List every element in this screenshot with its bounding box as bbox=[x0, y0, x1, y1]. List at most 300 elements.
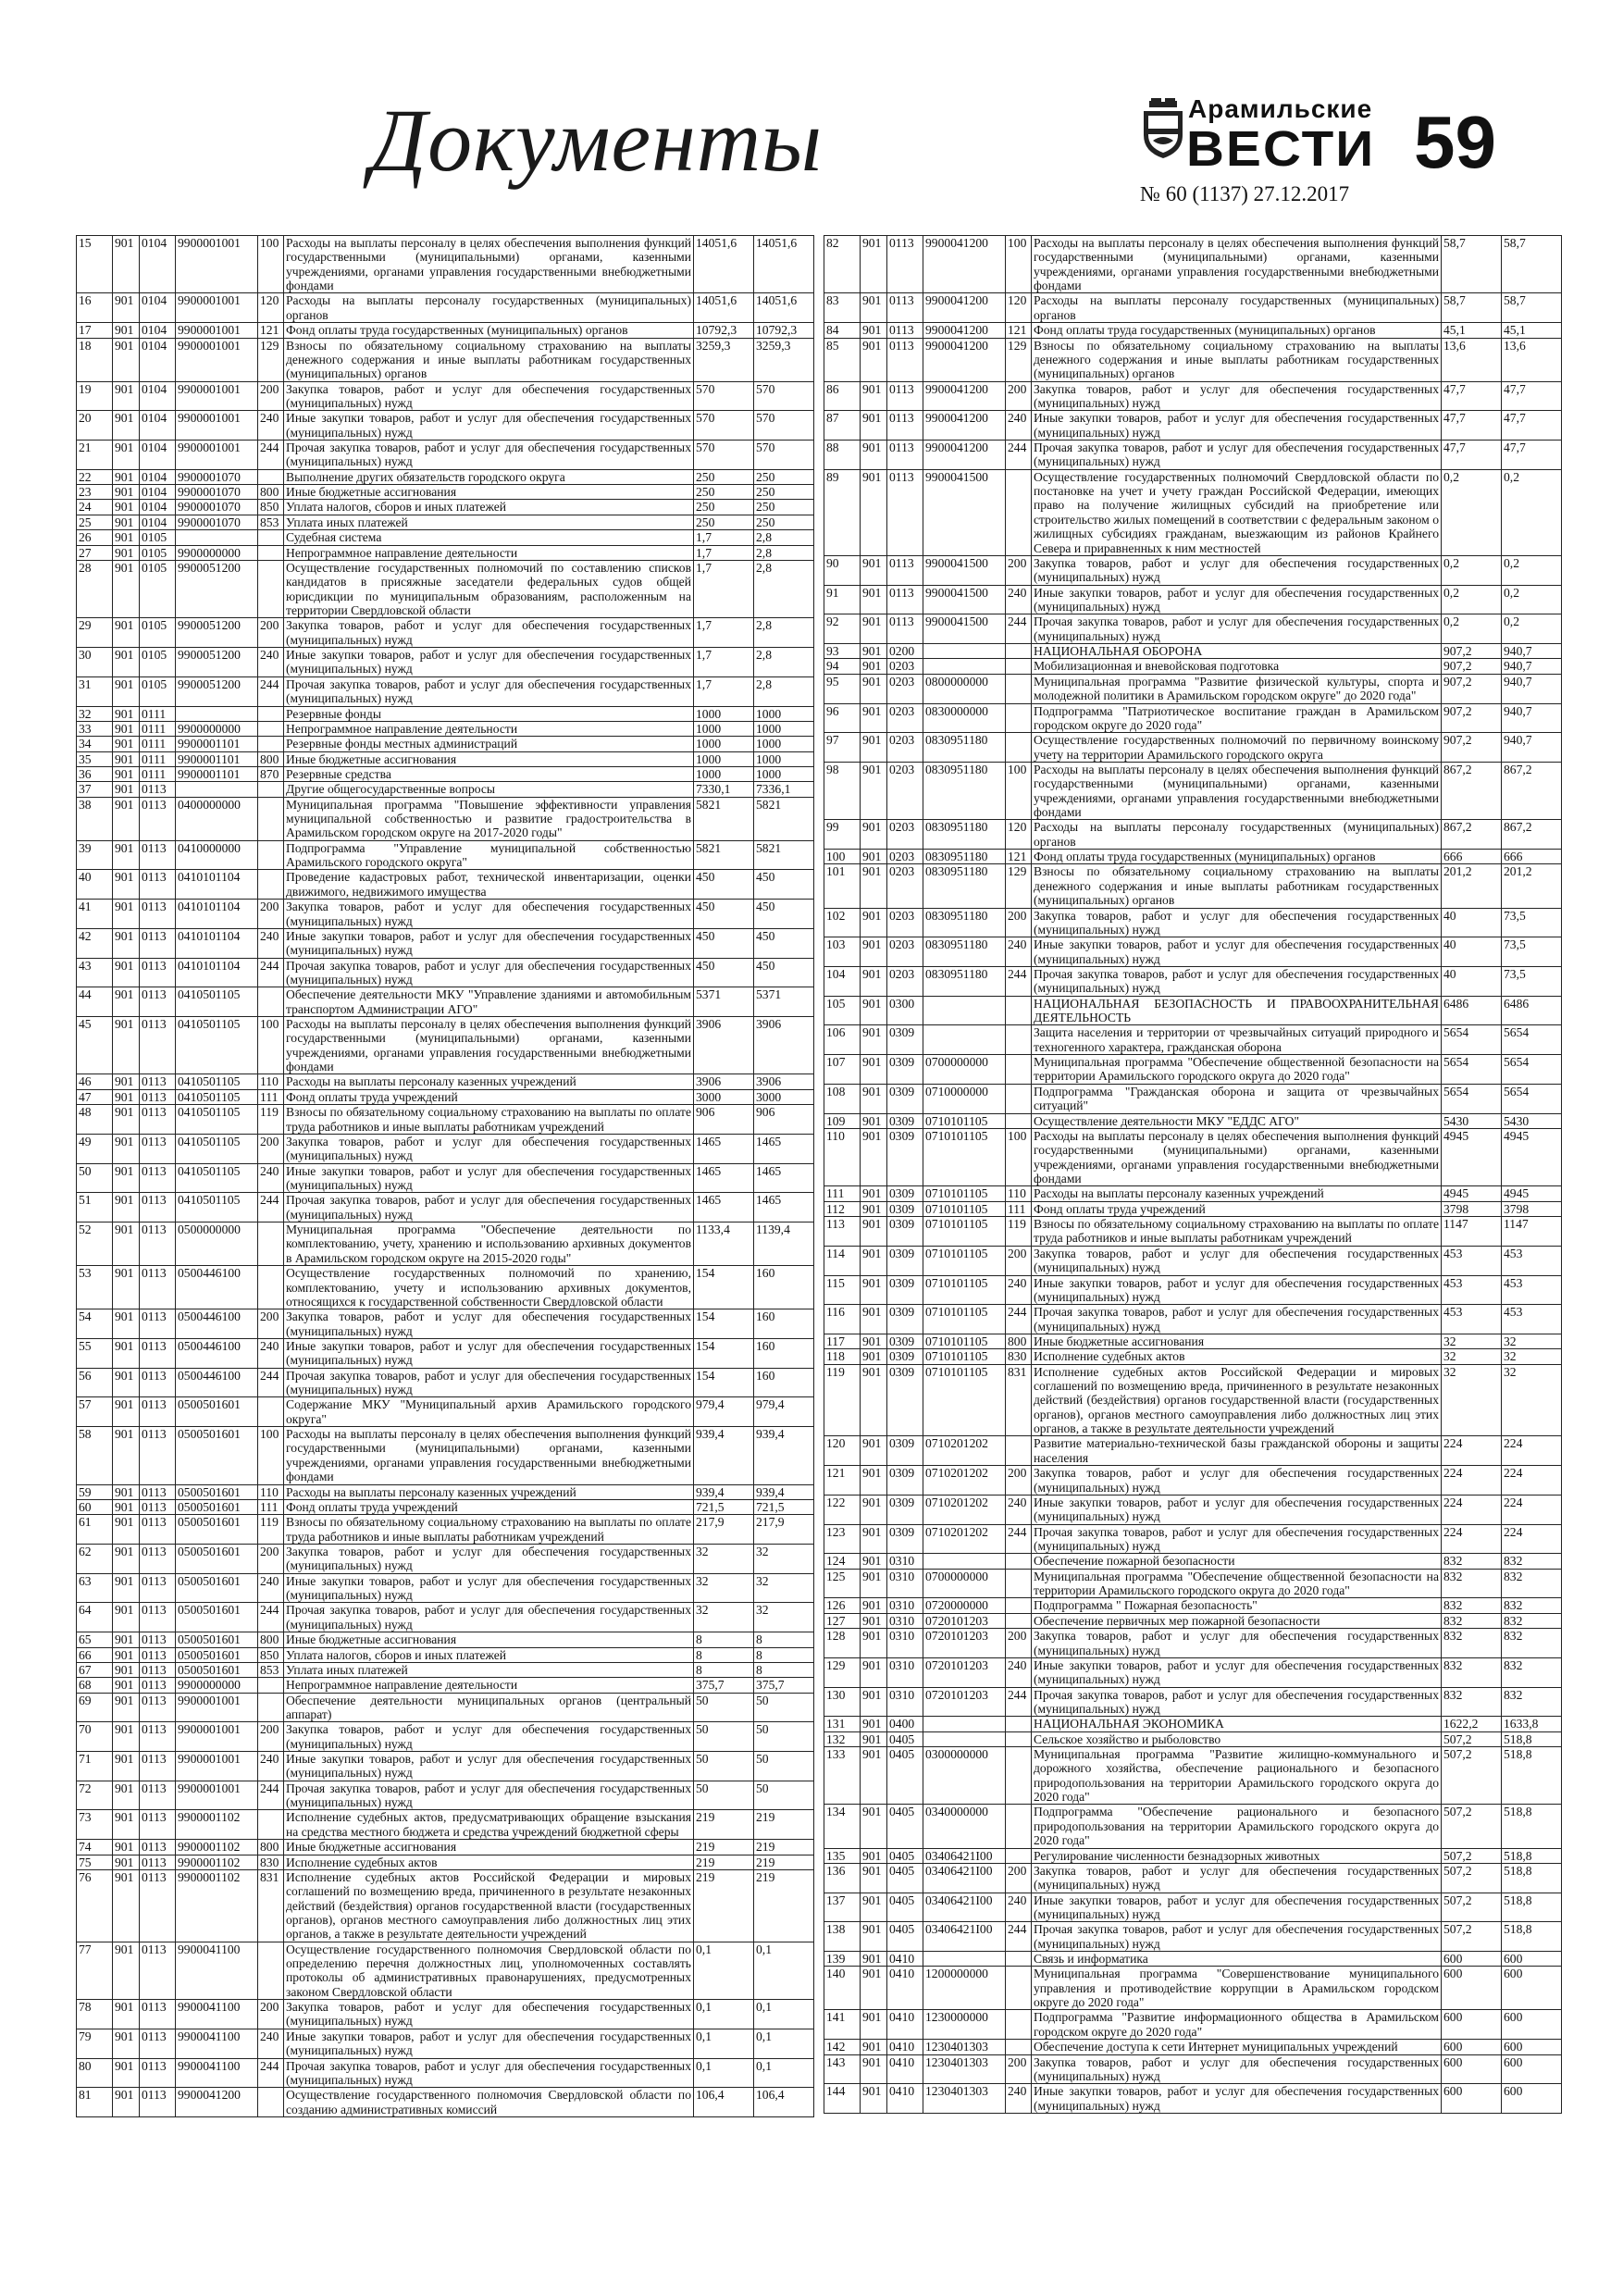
expense-type: 244 bbox=[1006, 1687, 1032, 1717]
row-number: 53 bbox=[77, 1266, 113, 1309]
target-code: 0710101105 bbox=[923, 1128, 1006, 1185]
expense-type: 200 bbox=[258, 1722, 284, 1752]
section-code: 0309 bbox=[887, 1084, 923, 1113]
amount-2018: 250 bbox=[694, 469, 754, 484]
amount-2019: 1633,8 bbox=[1502, 1717, 1562, 1731]
item-name: Взносы по обязательному социальному страхованию на выплаты денежного содержания и иные выплаты работникам государственных (муниципальных) органов bbox=[1032, 864, 1442, 908]
expense-type: 111 bbox=[1006, 1201, 1032, 1216]
expense-type bbox=[258, 797, 284, 840]
target-code bbox=[923, 644, 1006, 659]
amount-2019: 219 bbox=[754, 1855, 814, 1869]
row-number: 109 bbox=[824, 1113, 861, 1128]
item-name: Резервные фонды местных администраций bbox=[284, 737, 694, 751]
target-code: 9900001070 bbox=[176, 500, 258, 515]
table-row bbox=[824, 1731, 1562, 1746]
row-number: 38 bbox=[77, 797, 113, 840]
section-code: 0113 bbox=[140, 987, 176, 1017]
amount-2018: 8 bbox=[694, 1647, 754, 1662]
amount-2019: 2,8 bbox=[754, 618, 814, 648]
amount-2018: 832 bbox=[1442, 1657, 1502, 1687]
amount-2018: 217,9 bbox=[694, 1515, 754, 1545]
expense-type bbox=[1006, 1025, 1032, 1055]
table-row bbox=[824, 1217, 1562, 1247]
amount-2018: 13,6 bbox=[1442, 338, 1502, 381]
amount-2019: 250 bbox=[754, 515, 814, 529]
item-name: Обеспечение первичных мер пожарной безопасности bbox=[1032, 1613, 1442, 1628]
section-code: 0113 bbox=[140, 1840, 176, 1855]
item-name: Резервные средства bbox=[284, 766, 694, 781]
amount-2019: 3798 bbox=[1502, 1201, 1562, 1216]
admin-code: 901 bbox=[861, 1217, 887, 1247]
section-code: 0405 bbox=[887, 1922, 923, 1952]
table-row bbox=[824, 1952, 1562, 1967]
admin-code: 901 bbox=[861, 762, 887, 819]
table-row bbox=[824, 1186, 1562, 1201]
amount-2019: 1465 bbox=[754, 1193, 814, 1222]
row-number: 39 bbox=[77, 840, 113, 870]
admin-code: 901 bbox=[113, 1368, 140, 1397]
expense-type: 100 bbox=[1006, 236, 1032, 293]
row-number: 128 bbox=[824, 1629, 861, 1658]
admin-code: 901 bbox=[113, 411, 140, 441]
expense-type: 850 bbox=[258, 500, 284, 515]
section-code: 0309 bbox=[887, 1246, 923, 1275]
target-code: 9900001102 bbox=[176, 1840, 258, 1855]
admin-code: 901 bbox=[861, 1275, 887, 1305]
admin-code: 901 bbox=[113, 1499, 140, 1514]
amount-2018: 5654 bbox=[1442, 1084, 1502, 1113]
amount-2018: 507,2 bbox=[1442, 1747, 1502, 1805]
target-code: 9900041200 bbox=[923, 236, 1006, 293]
expense-type bbox=[1006, 1436, 1032, 1466]
row-number: 48 bbox=[77, 1105, 113, 1135]
amount-2019: 32 bbox=[1502, 1364, 1562, 1436]
amount-2018: 32 bbox=[694, 1603, 754, 1632]
section-code: 0113 bbox=[140, 870, 176, 900]
target-code: 0710201202 bbox=[923, 1495, 1006, 1524]
amount-2018: 939,4 bbox=[694, 1427, 754, 1484]
amount-2018: 32 bbox=[1442, 1364, 1502, 1436]
budget-table-left bbox=[76, 235, 814, 2117]
amount-2019: 832 bbox=[1502, 1687, 1562, 1717]
table-row bbox=[77, 2029, 814, 2058]
table-row bbox=[824, 323, 1562, 338]
row-number: 101 bbox=[824, 864, 861, 908]
expense-type: 200 bbox=[258, 2000, 284, 2029]
admin-code: 901 bbox=[113, 870, 140, 900]
item-name: Взносы по обязательному социальному страхованию на выплаты по оплате труда работников и иные выплаты работникам учреждений bbox=[284, 1515, 694, 1545]
admin-code: 901 bbox=[861, 293, 887, 323]
expense-type: 244 bbox=[258, 2058, 284, 2088]
amount-2019: 32 bbox=[754, 1544, 814, 1573]
amount-2018: 154 bbox=[694, 1309, 754, 1339]
amount-2019: 2,8 bbox=[754, 648, 814, 677]
section-code: 0309 bbox=[887, 1275, 923, 1305]
amount-2018: 224 bbox=[1442, 1436, 1502, 1466]
table-row bbox=[824, 236, 1562, 293]
amount-2018: 666 bbox=[1442, 850, 1502, 864]
target-code: 9900001101 bbox=[176, 751, 258, 766]
section-code: 0113 bbox=[887, 236, 923, 293]
admin-code: 901 bbox=[861, 441, 887, 470]
row-number: 28 bbox=[77, 560, 113, 617]
amount-2018: 5654 bbox=[1442, 1055, 1502, 1085]
item-name: Исполнение судебных актов bbox=[284, 1855, 694, 1869]
target-code: 0710101105 bbox=[923, 1113, 1006, 1128]
expense-type bbox=[1006, 1613, 1032, 1628]
amount-2018: 3000 bbox=[694, 1089, 754, 1104]
row-number: 86 bbox=[824, 381, 861, 411]
row-number: 64 bbox=[77, 1603, 113, 1632]
item-name: Фонд оплаты труда учреждений bbox=[1032, 1201, 1442, 1216]
item-name: Иные закупки товаров, работ и услуг для обеспечения государственных (муниципальных) нужд bbox=[1032, 2084, 1442, 2114]
amount-2018: 50 bbox=[694, 1722, 754, 1752]
admin-code: 901 bbox=[113, 1017, 140, 1074]
row-number: 37 bbox=[77, 782, 113, 797]
table-row bbox=[77, 2088, 814, 2117]
target-code: 9900041500 bbox=[923, 585, 1006, 614]
expense-type: 129 bbox=[258, 338, 284, 381]
row-number: 60 bbox=[77, 1499, 113, 1514]
row-number: 74 bbox=[77, 1840, 113, 1855]
admin-code: 901 bbox=[113, 1855, 140, 1869]
admin-code: 901 bbox=[113, 2029, 140, 2058]
expense-type bbox=[1006, 659, 1032, 674]
row-number: 16 bbox=[77, 293, 113, 323]
table-row bbox=[824, 614, 1562, 644]
section-code: 0310 bbox=[887, 1657, 923, 1687]
amount-2019: 32 bbox=[754, 1603, 814, 1632]
section-code: 0200 bbox=[887, 644, 923, 659]
item-name: Проведение кадастровых работ, технической инвентаризации, оценки движимого, недвижимого имущества bbox=[284, 870, 694, 900]
table-row bbox=[77, 560, 814, 617]
expense-type bbox=[258, 706, 284, 721]
amount-2018: 832 bbox=[1442, 1687, 1502, 1717]
item-name: Подпрограмма "Обеспечение рационального и безопасного природопользования на территории Арамильского городского округа до 2020 года" bbox=[1032, 1805, 1442, 1848]
admin-code: 901 bbox=[861, 469, 887, 555]
section-code: 0113 bbox=[887, 338, 923, 381]
expense-type bbox=[258, 1942, 284, 1999]
target-code: 9900041500 bbox=[923, 469, 1006, 555]
amount-2018: 1000 bbox=[694, 721, 754, 736]
amount-2019: 5821 bbox=[754, 840, 814, 870]
table-row bbox=[77, 1855, 814, 1869]
amount-2019: 0,1 bbox=[754, 1942, 814, 1999]
expense-type: 244 bbox=[1006, 1524, 1032, 1554]
section-code: 0309 bbox=[887, 1334, 923, 1348]
amount-2018: 224 bbox=[1442, 1524, 1502, 1554]
row-number: 138 bbox=[824, 1922, 861, 1952]
amount-2019: 47,7 bbox=[1502, 381, 1562, 411]
amount-2019: 3906 bbox=[754, 1017, 814, 1074]
target-code: 0410501105 bbox=[176, 1074, 258, 1089]
amount-2019: 1147 bbox=[1502, 1217, 1562, 1247]
expense-type bbox=[258, 840, 284, 870]
item-name: Исполнение судебных актов Российской Федерации и мировых соглашений по возмещению вреда, причиненного в результате незаконных действий (бездействия) органов государственной власти (государственных органов), органов местного самоуправления либо должностных лиц этих органов, а также в результате деятельности учреждений bbox=[1032, 1364, 1442, 1436]
item-name: Подпрограмма "Гражданская оборона и защита от чрезвычайных ситуаций" bbox=[1032, 1084, 1442, 1113]
expense-type: 129 bbox=[1006, 864, 1032, 908]
item-name: Расходы на выплаты персоналу в целях обеспечения выполнения функций государственными (муниципальными) органами, казенными учреждениями, органами управления государственными внебюджетными фондами bbox=[1032, 236, 1442, 293]
item-name: Осуществление государственных полномочий по хранению, комплектованию, учету и использованию архивных документов, относящихся к государственной собственности Свердловской области bbox=[284, 1266, 694, 1309]
section-code: 0203 bbox=[887, 966, 923, 996]
table-row bbox=[77, 1427, 814, 1484]
admin-code: 901 bbox=[113, 928, 140, 958]
row-number: 73 bbox=[77, 1810, 113, 1840]
target-code: 0340000000 bbox=[923, 1805, 1006, 1848]
table-row bbox=[77, 1338, 814, 1368]
expense-type: 110 bbox=[1006, 1186, 1032, 1201]
target-code: 1230401303 bbox=[923, 2054, 1006, 2084]
row-number: 94 bbox=[824, 659, 861, 674]
expense-type: 200 bbox=[1006, 908, 1032, 937]
admin-code: 901 bbox=[113, 900, 140, 929]
row-number: 77 bbox=[77, 1942, 113, 1999]
item-name: Подпрограмма "Патриотическое воспитание граждан в Арамильском городском округе до 2020 года" bbox=[1032, 703, 1442, 733]
table-row bbox=[77, 1840, 814, 1855]
expense-type bbox=[1006, 1554, 1032, 1569]
admin-code: 901 bbox=[113, 1089, 140, 1104]
row-number: 107 bbox=[824, 1055, 861, 1085]
amount-2019: 1000 bbox=[754, 766, 814, 781]
amount-2019: 600 bbox=[1502, 2040, 1562, 2054]
admin-code: 901 bbox=[113, 381, 140, 411]
expense-type: 800 bbox=[258, 1840, 284, 1855]
amount-2019: 8 bbox=[754, 1632, 814, 1647]
row-number: 90 bbox=[824, 555, 861, 585]
amount-2019: 940,7 bbox=[1502, 703, 1562, 733]
admin-code: 901 bbox=[861, 1186, 887, 1201]
target-code: 0830951180 bbox=[923, 908, 1006, 937]
table-row bbox=[824, 411, 1562, 441]
amount-2019: 940,7 bbox=[1502, 659, 1562, 674]
admin-code: 901 bbox=[861, 2084, 887, 2114]
target-code: 0830951180 bbox=[923, 937, 1006, 967]
row-number: 112 bbox=[824, 1201, 861, 1216]
item-name: Муниципальная программа "Повышение эффективности управления муниципальной собственностью и развитие градостроительства в Арамильском городском округе на 2017-2020 годы" bbox=[284, 797, 694, 840]
amount-2019: 47,7 bbox=[1502, 411, 1562, 441]
target-code: 1230401303 bbox=[923, 2040, 1006, 2054]
amount-2019: 224 bbox=[1502, 1524, 1562, 1554]
amount-2019: 5371 bbox=[754, 987, 814, 1017]
amount-2018: 5371 bbox=[694, 987, 754, 1017]
coat-of-arms-icon bbox=[1142, 98, 1184, 159]
admin-code: 901 bbox=[113, 1193, 140, 1222]
logo-subtitle: Арамильские bbox=[1188, 94, 1373, 123]
section-code: 0113 bbox=[140, 2058, 176, 2088]
amount-2018: 50 bbox=[694, 1752, 754, 1781]
table-row bbox=[824, 2040, 1562, 2054]
amount-2019: 518,8 bbox=[1502, 1863, 1562, 1893]
amount-2019: 832 bbox=[1502, 1554, 1562, 1569]
table-row bbox=[824, 1275, 1562, 1305]
section-code: 0310 bbox=[887, 1629, 923, 1658]
amount-2019: 0,2 bbox=[1502, 614, 1562, 644]
amount-2018: 507,2 bbox=[1442, 1893, 1502, 1922]
item-name: Исполнение судебных актов, предусматривающих обращение взыскания на средства местного бюджета и средства учреждений бюджетной сферы bbox=[284, 1810, 694, 1840]
amount-2018: 58,7 bbox=[1442, 236, 1502, 293]
amount-2019: 8 bbox=[754, 1647, 814, 1662]
expense-type: 800 bbox=[258, 751, 284, 766]
expense-type: 200 bbox=[1006, 381, 1032, 411]
amount-2018: 507,2 bbox=[1442, 1863, 1502, 1893]
table-row bbox=[824, 966, 1562, 996]
row-number: 71 bbox=[77, 1752, 113, 1781]
item-name: Закупка товаров, работ и услуг для обеспечения государственных (муниципальных) нужд bbox=[284, 1722, 694, 1752]
item-name: Закупка товаров, работ и услуг для обеспечения государственных (муниципальных) нужд bbox=[1032, 381, 1442, 411]
target-code: 03406421I00 bbox=[923, 1848, 1006, 1863]
amount-2018: 507,2 bbox=[1442, 1805, 1502, 1848]
table-row bbox=[824, 1055, 1562, 1085]
target-code: 0400000000 bbox=[176, 797, 258, 840]
amount-2018: 1465 bbox=[694, 1163, 754, 1193]
amount-2019: 14051,6 bbox=[754, 236, 814, 293]
expense-type: 244 bbox=[1006, 1305, 1032, 1334]
amount-2019: 570 bbox=[754, 381, 814, 411]
target-code: 9900001001 bbox=[176, 1722, 258, 1752]
item-name: Муниципальная программа "Обеспечение деятельности по комплектованию, учету, хранению и использованию архивных документов в Арамильском городском округе на 2015-2020 годы" bbox=[284, 1222, 694, 1266]
table-row bbox=[824, 293, 1562, 323]
item-name: Взносы по обязательному социальному страхованию на выплаты по оплате труда работников и иные выплаты работникам учреждений bbox=[1032, 1217, 1442, 1247]
item-name: Иные закупки товаров, работ и услуг для обеспечения государственных (муниципальных) нужд bbox=[284, 1338, 694, 1368]
admin-code: 901 bbox=[861, 1201, 887, 1216]
item-name: Прочая закупка товаров, работ и услуг для обеспечения государственных (муниципальных) нужд bbox=[284, 1603, 694, 1632]
table-row bbox=[77, 1781, 814, 1810]
amount-2018: 40 bbox=[1442, 908, 1502, 937]
target-code: 9900001001 bbox=[176, 441, 258, 470]
row-number: 68 bbox=[77, 1678, 113, 1693]
item-name: Подпрограмма "Развитие информационного общества в Арамильском городском округе до 2020 года" bbox=[1032, 2010, 1442, 2040]
item-name: НАЦИОНАЛЬНАЯ ОБОРОНА bbox=[1032, 644, 1442, 659]
item-name: Другие общегосударственные вопросы bbox=[284, 782, 694, 797]
admin-code: 901 bbox=[861, 1524, 887, 1554]
item-name: Прочая закупка товаров, работ и услуг для обеспечения государственных (муниципальных) нужд bbox=[284, 1781, 694, 1810]
section-code: 0113 bbox=[140, 1499, 176, 1514]
section-code: 0405 bbox=[887, 1893, 923, 1922]
admin-code: 901 bbox=[113, 236, 140, 293]
amount-2019: 906 bbox=[754, 1105, 814, 1135]
amount-2018: 507,2 bbox=[1442, 1731, 1502, 1746]
expense-type: 244 bbox=[1006, 614, 1032, 644]
amount-2018: 3906 bbox=[694, 1074, 754, 1089]
admin-code: 901 bbox=[861, 1569, 887, 1598]
admin-code: 901 bbox=[113, 500, 140, 515]
amount-2018: 154 bbox=[694, 1266, 754, 1309]
section-code: 0111 bbox=[140, 751, 176, 766]
section-code: 0309 bbox=[887, 1217, 923, 1247]
amount-2018: 219 bbox=[694, 1869, 754, 1942]
target-code: 0500446100 bbox=[176, 1266, 258, 1309]
item-name: Закупка товаров, работ и услуг для обеспечения государственных (муниципальных) нужд bbox=[284, 1544, 694, 1573]
section-code: 0113 bbox=[140, 1134, 176, 1163]
row-number: 102 bbox=[824, 908, 861, 937]
amount-2019: 32 bbox=[1502, 1334, 1562, 1348]
target-code: 9900051200 bbox=[176, 618, 258, 648]
amount-2019: 375,7 bbox=[754, 1678, 814, 1693]
admin-code: 901 bbox=[861, 850, 887, 864]
row-number: 25 bbox=[77, 515, 113, 529]
row-number: 104 bbox=[824, 966, 861, 996]
section-code: 0113 bbox=[140, 1484, 176, 1499]
expense-type bbox=[258, 1678, 284, 1693]
admin-code: 901 bbox=[113, 530, 140, 545]
item-name: Муниципальная программа "Совершенствование муниципального управления и противодействие коррупции в Арамильском городском округе до 2020 года" bbox=[1032, 1967, 1442, 2010]
expense-type: 120 bbox=[1006, 293, 1032, 323]
row-number: 31 bbox=[77, 676, 113, 706]
admin-code: 901 bbox=[113, 1163, 140, 1193]
amount-2018: 450 bbox=[694, 928, 754, 958]
amount-2018: 1,7 bbox=[694, 560, 754, 617]
amount-2018: 600 bbox=[1442, 1967, 1502, 2010]
amount-2019: 5654 bbox=[1502, 1084, 1562, 1113]
section-code: 0400 bbox=[887, 1717, 923, 1731]
item-name: Судебная система bbox=[284, 530, 694, 545]
target-code: 0410101104 bbox=[176, 928, 258, 958]
section-code: 0410 bbox=[887, 2084, 923, 2114]
amount-2018: 867,2 bbox=[1442, 820, 1502, 850]
amount-2018: 224 bbox=[1442, 1466, 1502, 1496]
amount-2018: 1147 bbox=[1442, 1217, 1502, 1247]
row-number: 54 bbox=[77, 1309, 113, 1339]
item-name: Иные закупки товаров, работ и услуг для обеспечения государственных (муниципальных) нужд bbox=[1032, 1893, 1442, 1922]
expense-type: 240 bbox=[1006, 1657, 1032, 1687]
table-row bbox=[824, 1967, 1562, 2010]
amount-2018: 40 bbox=[1442, 937, 1502, 967]
table-row bbox=[77, 411, 814, 441]
amount-2018: 4945 bbox=[1442, 1128, 1502, 1185]
admin-code: 901 bbox=[861, 614, 887, 644]
expense-type: 800 bbox=[258, 1632, 284, 1647]
section-code: 0113 bbox=[140, 2029, 176, 2058]
expense-type: 240 bbox=[1006, 411, 1032, 441]
target-code: 1200000000 bbox=[923, 1967, 1006, 2010]
row-number: 131 bbox=[824, 1717, 861, 1731]
section-code: 0111 bbox=[140, 721, 176, 736]
amount-2019: 3259,3 bbox=[754, 338, 814, 381]
row-number: 136 bbox=[824, 1863, 861, 1893]
amount-2019: 73,5 bbox=[1502, 966, 1562, 996]
admin-code: 901 bbox=[113, 1266, 140, 1309]
row-number: 87 bbox=[824, 411, 861, 441]
section-code: 0113 bbox=[887, 323, 923, 338]
amount-2019: 224 bbox=[1502, 1466, 1562, 1496]
target-code: 0720101203 bbox=[923, 1629, 1006, 1658]
section-code: 0111 bbox=[140, 737, 176, 751]
amount-2019: 160 bbox=[754, 1368, 814, 1397]
target-code: 03406421I00 bbox=[923, 1922, 1006, 1952]
row-number: 21 bbox=[77, 441, 113, 470]
target-code: 9900001001 bbox=[176, 1781, 258, 1810]
admin-code: 901 bbox=[113, 721, 140, 736]
admin-code: 901 bbox=[861, 908, 887, 937]
section-code: 0203 bbox=[887, 864, 923, 908]
admin-code: 901 bbox=[113, 2000, 140, 2029]
row-number: 116 bbox=[824, 1305, 861, 1334]
expense-type: 800 bbox=[258, 485, 284, 500]
amount-2019: 45,1 bbox=[1502, 323, 1562, 338]
expense-type: 100 bbox=[258, 1427, 284, 1484]
amount-2019: 5654 bbox=[1502, 1025, 1562, 1055]
amount-2018: 3259,3 bbox=[694, 338, 754, 381]
amount-2019: 219 bbox=[754, 1810, 814, 1840]
target-code: 9900001001 bbox=[176, 1693, 258, 1722]
expense-type bbox=[1006, 1731, 1032, 1746]
amount-2019: 832 bbox=[1502, 1657, 1562, 1687]
table-row bbox=[824, 1349, 1562, 1364]
section-code: 0105 bbox=[140, 545, 176, 560]
amount-2018: 47,7 bbox=[1442, 411, 1502, 441]
amount-2019: 160 bbox=[754, 1338, 814, 1368]
item-name: Прочая закупка товаров, работ и услуг для обеспечения государственных (муниципальных) нужд bbox=[284, 1193, 694, 1222]
